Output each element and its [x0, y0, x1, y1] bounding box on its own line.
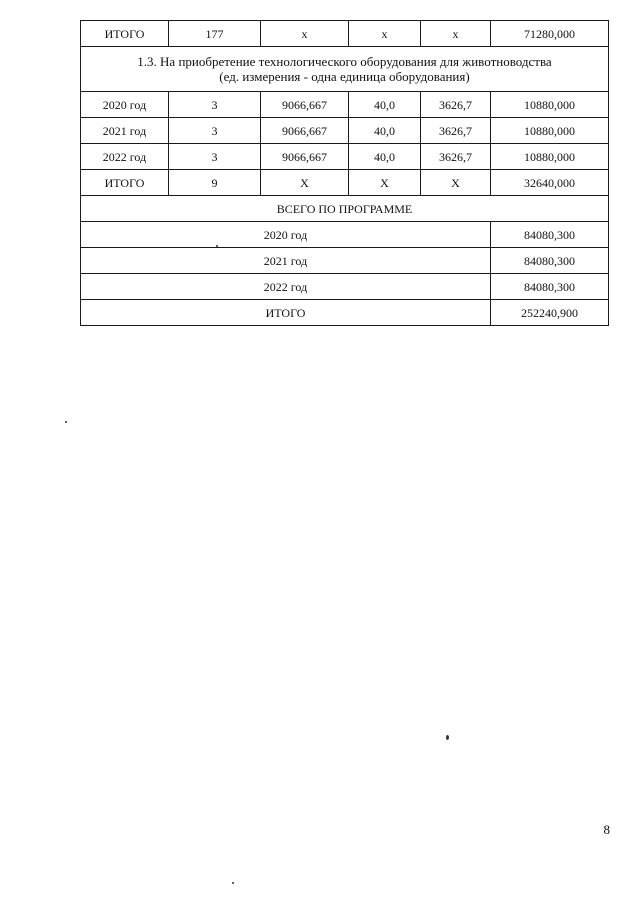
table-cell: 2022 год	[81, 144, 169, 170]
table-row-top-total	[81, 21, 609, 47]
program-year-cell: 2020 год	[81, 222, 491, 248]
program-row	[81, 274, 609, 300]
table-cell: ИТОГО	[81, 170, 169, 196]
program-heading-row	[81, 196, 609, 222]
program-amount-cell: 84080,300	[491, 274, 609, 300]
program-row	[81, 222, 609, 248]
table-cell: 3	[169, 144, 261, 170]
table-row	[81, 92, 609, 118]
table-cell: 10880,000	[491, 118, 609, 144]
table-row-section-total	[81, 170, 609, 196]
scan-speck	[232, 882, 234, 884]
scan-speck	[65, 421, 67, 423]
page-number: 8	[603, 822, 610, 837]
program-total-label: ИТОГО	[81, 300, 491, 326]
table-cell: 9066,667	[261, 144, 349, 170]
table-cell: ИТОГО	[81, 21, 169, 47]
table-cell: Х	[261, 170, 349, 196]
table-cell: 3626,7	[421, 144, 491, 170]
program-year-cell: 2021 год	[81, 248, 491, 274]
table-cell: 3626,7	[421, 118, 491, 144]
table-cell: 9066,667	[261, 92, 349, 118]
program-total-row	[81, 300, 609, 326]
table-cell: х	[421, 21, 491, 47]
table-cell: Х	[349, 170, 421, 196]
table-cell: 9066,667	[261, 118, 349, 144]
program-amount-cell: 84080,300	[491, 222, 609, 248]
section-title-row	[81, 47, 609, 92]
program-total-amount: 252240,900	[491, 300, 609, 326]
table-cell: 3626,7	[421, 92, 491, 118]
table-row	[81, 118, 609, 144]
table-cell: Х	[421, 170, 491, 196]
table-row	[81, 144, 609, 170]
program-heading: ВСЕГО ПО ПРОГРАММЕ	[81, 196, 609, 222]
table-cell: 2020 год	[81, 92, 169, 118]
table-cell: 9	[169, 170, 261, 196]
table-cell: 71280,000	[491, 21, 609, 47]
table-cell: 40,0	[349, 118, 421, 144]
section-title-cell	[81, 47, 609, 92]
scan-speck	[446, 735, 449, 740]
table-cell: 3	[169, 118, 261, 144]
table-cell: 177	[169, 21, 261, 47]
table-cell: 32640,000	[491, 170, 609, 196]
budget-table	[80, 20, 609, 326]
table-cell: 40,0	[349, 92, 421, 118]
section-title-line2: (ед. измерения - одна единица оборудования)	[219, 69, 470, 84]
table-cell: 3	[169, 92, 261, 118]
scan-speck	[216, 245, 218, 247]
table-cell: 10880,000	[491, 92, 609, 118]
program-row	[81, 248, 609, 274]
table-cell: х	[349, 21, 421, 47]
section-title-line1: 1.3. На приобретение технологического оборудования для животноводства	[137, 54, 552, 69]
table-cell: 2021 год	[81, 118, 169, 144]
program-year-cell: 2022 год	[81, 274, 491, 300]
table-cell: х	[261, 21, 349, 47]
program-amount-cell: 84080,300	[491, 248, 609, 274]
table-cell: 40,0	[349, 144, 421, 170]
table-cell: 10880,000	[491, 144, 609, 170]
